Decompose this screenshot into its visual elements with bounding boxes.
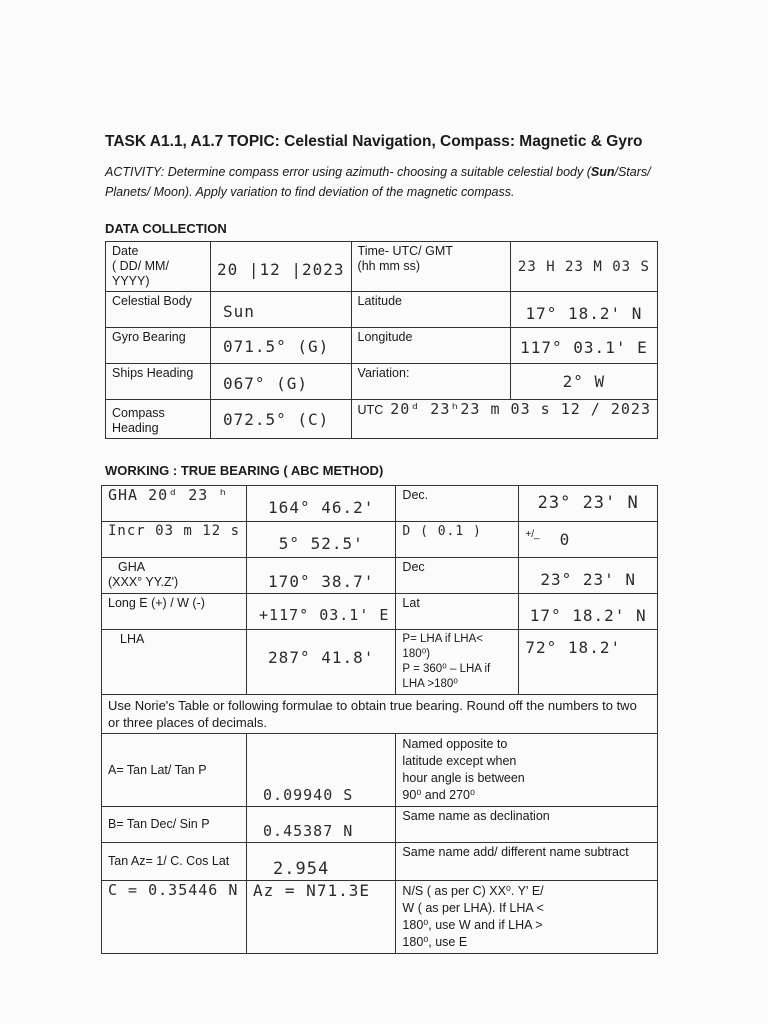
gyro-bearing-label: Gyro Bearing <box>106 328 211 364</box>
formula-az-rule: Same name add/ different name subtract <box>396 843 658 881</box>
utc-value: 20ᵈ 23ʰ23 m 03 s 12 / 2023 <box>390 400 651 418</box>
lha-value: 287° 41.8' <box>247 630 396 695</box>
table-row <box>102 843 658 881</box>
ships-heading-label: Ships Heading <box>106 364 211 400</box>
utc-cell <box>351 400 657 439</box>
working-table <box>101 485 658 954</box>
lha-label: LHA <box>102 630 247 695</box>
data-collection-table <box>105 241 658 439</box>
latitude-label: Latitude <box>351 292 510 328</box>
longitude-label: Longitude <box>351 328 510 364</box>
compass-heading-label: Compass Heading <box>106 400 211 439</box>
gha-day-hour-value: 164° 46.2' <box>247 486 396 522</box>
data-collection-heading: DATA COLLECTION <box>105 221 227 236</box>
table-row <box>106 328 658 364</box>
celestial-body-value: Sun <box>210 292 351 328</box>
variation-value: 2° W <box>510 364 657 400</box>
activity-prefix: ACTIVITY: Determine compass error using azimuth- choosing a suitable celestial body ( <box>105 165 591 179</box>
gyro-bearing-value: 071.5° (G) <box>210 328 351 364</box>
dec-label-2: Dec <box>396 558 519 594</box>
p-rule-text: P= LHA if LHA< 180⁰) P = 360⁰ – LHA if LHA >180⁰ <box>396 630 519 695</box>
lat-label: Lat <box>396 594 519 630</box>
table-row <box>106 292 658 328</box>
time-label: Time- UTC/ GMT (hh mm ss) <box>351 242 510 292</box>
table-row <box>102 522 658 558</box>
time-value: 23 H 23 M 03 S <box>510 242 657 292</box>
lat-value: 17° 18.2' N <box>519 594 658 630</box>
compass-heading-value: 072.5° (C) <box>210 400 351 439</box>
table-row <box>102 807 658 843</box>
activity-suffix: /Stars/ Planets/ Moon). Apply variation to find deviation of the magnetic compass. <box>105 165 651 199</box>
formula-b-label: B= Tan Dec/ Sin P <box>102 807 247 843</box>
celestial-body-label: Celestial Body <box>106 292 211 328</box>
d-correction-value: +/_ 0 <box>519 522 658 558</box>
p-value: 72° 18.2' <box>519 630 658 695</box>
azimuth-rule: N/S ( as per C) XX⁰. Y' E/ W ( as per LHA). If LHA < 180⁰, use W and if LHA > 180⁰, use E <box>396 881 658 954</box>
incr-label: Incr 03 m 12 s <box>102 522 247 558</box>
c-value: C = 0.35446 N <box>102 881 247 954</box>
ships-heading-value: 067° (G) <box>210 364 351 400</box>
table-row <box>102 734 658 807</box>
task-title: TASK A1.1, A1.7 TOPIC: Celestial Navigation, Compass: Magnetic & Gyro <box>105 133 643 150</box>
norie-note: Use Norie's Table or following formulae to obtain true bearing. Round off the numbers to two or three places of decimals. <box>102 695 658 734</box>
table-row <box>106 400 658 439</box>
table-row <box>106 364 658 400</box>
long-value: +117° 03.1' E <box>247 594 396 630</box>
d-correction-label: D ( 0.1 ) <box>396 522 519 558</box>
variation-label: Variation: <box>351 364 510 400</box>
table-row <box>102 558 658 594</box>
table-row <box>102 881 658 954</box>
long-label: Long E (+) / W (-) <box>102 594 247 630</box>
formula-az-label: Tan Az= 1/ C. Cos Lat <box>102 843 247 881</box>
date-label: Date ( DD/ MM/ YYYY) <box>106 242 211 292</box>
table-row <box>102 486 658 522</box>
gha-day-hour-label: GHA 20ᵈ 23 ʰ <box>102 486 247 522</box>
formula-az-value: 2.954 <box>247 843 396 881</box>
dec-value-2: 23° 23' N <box>519 558 658 594</box>
longitude-value: 117° 03.1' E <box>510 328 657 364</box>
activity-text <box>105 162 665 202</box>
working-heading: WORKING : TRUE BEARING ( ABC METHOD) <box>105 463 384 478</box>
formula-b-value: 0.45387 N <box>247 807 396 843</box>
formula-a-rule: Named opposite to latitude except when hour angle is between 90⁰ and 270⁰ <box>396 734 658 807</box>
incr-value: 5° 52.5' <box>247 522 396 558</box>
table-row <box>102 695 658 734</box>
dec-value: 23° 23' N <box>519 486 658 522</box>
gha-label: GHA (XXX° YY.Z') <box>102 558 247 594</box>
table-row <box>106 242 658 292</box>
azimuth-value: Az = N71.3E <box>247 881 396 954</box>
formula-a-value: 0.09940 S <box>247 734 396 807</box>
table-row <box>102 630 658 695</box>
table-row <box>102 594 658 630</box>
formula-a-label: A= Tan Lat/ Tan P <box>102 734 247 807</box>
activity-bold: Sun <box>590 165 615 179</box>
dec-label: Dec. <box>396 486 519 522</box>
formula-b-rule: Same name as declination <box>396 807 658 843</box>
plus-minus-label: +/_ <box>525 529 540 540</box>
latitude-value: 17° 18.2' N <box>510 292 657 328</box>
date-value: 20 |12 |2023 <box>210 242 351 292</box>
gha-value: 170° 38.7' <box>247 558 396 594</box>
utc-label: UTC <box>357 403 384 417</box>
